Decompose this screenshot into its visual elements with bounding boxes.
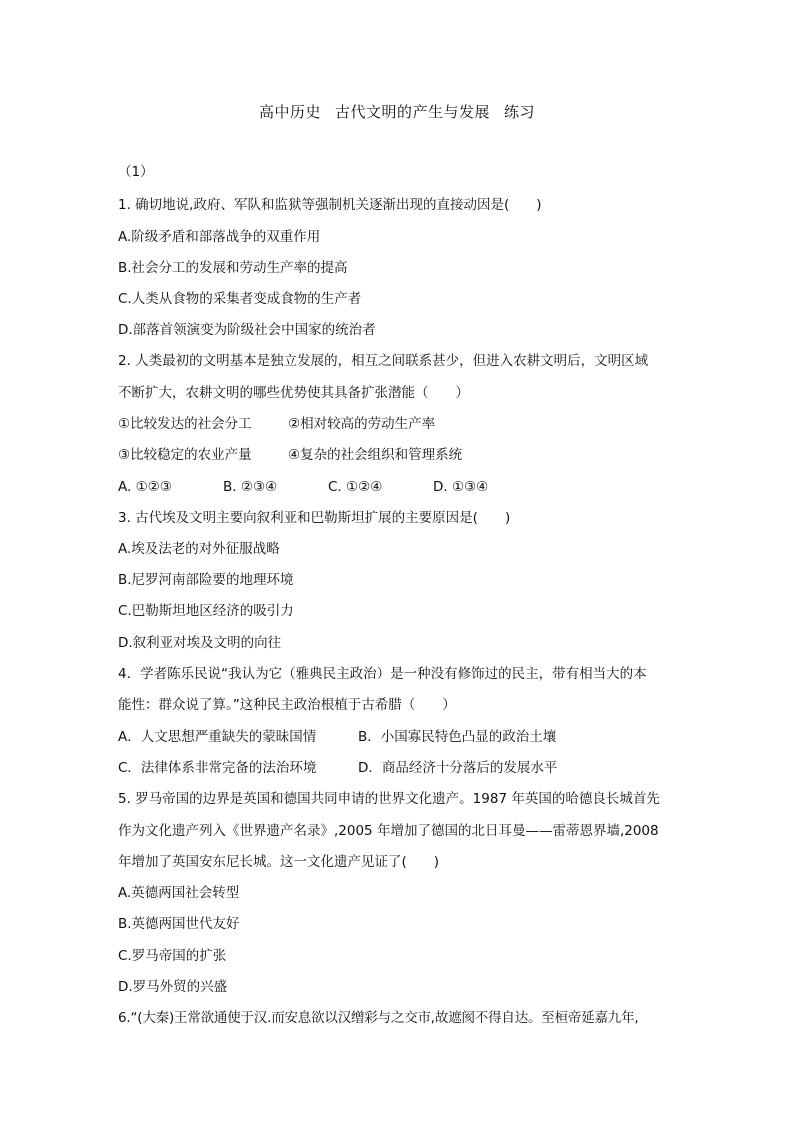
question-3-option-b: B.尼罗河南部险要的地理环境 [118,572,294,588]
question-4-option-b: B．小国寡民特色凸显的政治土壤 [358,729,557,745]
question-2-item-3: ③比较稳定的农业产量 [118,447,252,463]
question-4-stem-line-1: 4．学者陈乐民说“我认为它（雅典民主政治）是一种没有修饰过的民主，带有相当大的本 [118,666,647,682]
question-6-stem-line-1: 6.“(大秦)王常欲通使于汉.而安息欲以汉缯彩与之交市,故遮阂不得自达。至桓帝延嘉九年, [118,1010,639,1026]
question-4-stem-line-2: 能性：群众说了算。”这种民主政治根植于古希腊（ ） [118,697,456,713]
question-4-option-d: D．商品经济十分落后的发展水平 [358,760,558,776]
question-2-option-d: D. ①③④ [433,479,489,495]
question-2-option-c: C. ①②④ [328,479,383,495]
question-4-option-c: C．法律体系非常完备的法治环境 [118,760,317,776]
title-kind: 练习 [504,103,536,121]
question-3-option-a: A.埃及法老的对外征服战略 [118,541,280,557]
question-2-option-a: A. ①②③ [118,479,172,495]
title-subject: 高中历史 [258,103,321,121]
question-5-stem-line-3: 年增加了英国安东尼长城。这一文化遗产见证了( ) [118,854,440,870]
question-2-options [118,476,683,498]
question-5-option-c: C.罗马帝国的扩张 [118,948,227,964]
question-2-item-2: ②相对较高的劳动生产率 [288,416,436,432]
question-1-option-a: A.阶级矛盾和部落战争的双重作用 [118,229,321,245]
question-2-item-4: ④复杂的社会组织和管理系统 [288,447,463,463]
question-4-option-a: A．人文思想严重缺失的蒙昧国情 [118,729,317,745]
question-1-option-d: D.部落首领演变为阶级社会中国家的统治者 [118,322,376,338]
question-1-stem: 1. 确切地说,政府、军队和监狱等强制机关逐渐出现的直接动因是( ) [118,197,542,213]
question-5-option-d: D.罗马外贸的兴盛 [118,979,228,995]
question-2-option-b: B. ②③④ [223,479,278,495]
question-2-stem-line-2: 不断扩大，农耕文明的哪些优势使其具备扩张潜能（ ） [118,385,469,401]
title-topic: 古代文明的产生与发展 [334,103,490,121]
question-5-option-b: B.英德两国世代友好 [118,916,240,932]
question-1-option-c: C.人类从食物的采集者变成食物的生产者 [118,291,362,307]
question-2-stem-line-1: 2. 人类最初的文明基本是独立发展的，相互之间联系甚少，但进入农耕文明后，文明区域 [118,353,649,369]
question-4-options-row-1 [118,726,683,748]
page-title [0,100,794,124]
question-4-options-row-2 [118,757,683,779]
question-5-stem-line-2: 作为文化遗产列入《世界遗产名录》,2005 年增加了德国的北日耳曼——雷蒂恩界墙,2008 [118,823,659,839]
question-3-option-d: D.叙利亚对埃及文明的向往 [118,635,282,651]
question-3-option-c: C.巴勒斯坦地区经济的吸引力 [118,603,294,619]
question-5-option-a: A.英德两国社会转型 [118,885,240,901]
question-2-items-row-1 [118,413,683,435]
section-label: （1） [118,164,154,180]
question-3-stem: 3. 古代埃及文明主要向叙利亚和巴勒斯坦扩展的主要原因是( ) [118,510,511,526]
question-2-item-1: ①比较发达的社会分工 [118,416,252,432]
question-2-items-row-2 [118,444,683,466]
question-1-option-b: B.社会分工的发展和劳动生产率的提高 [118,260,348,276]
question-5-stem-line-1: 5. 罗马帝国的边界是英国和德国共同申请的世界文化遗产。1987 年英国的哈德良长城首先 [118,791,660,807]
